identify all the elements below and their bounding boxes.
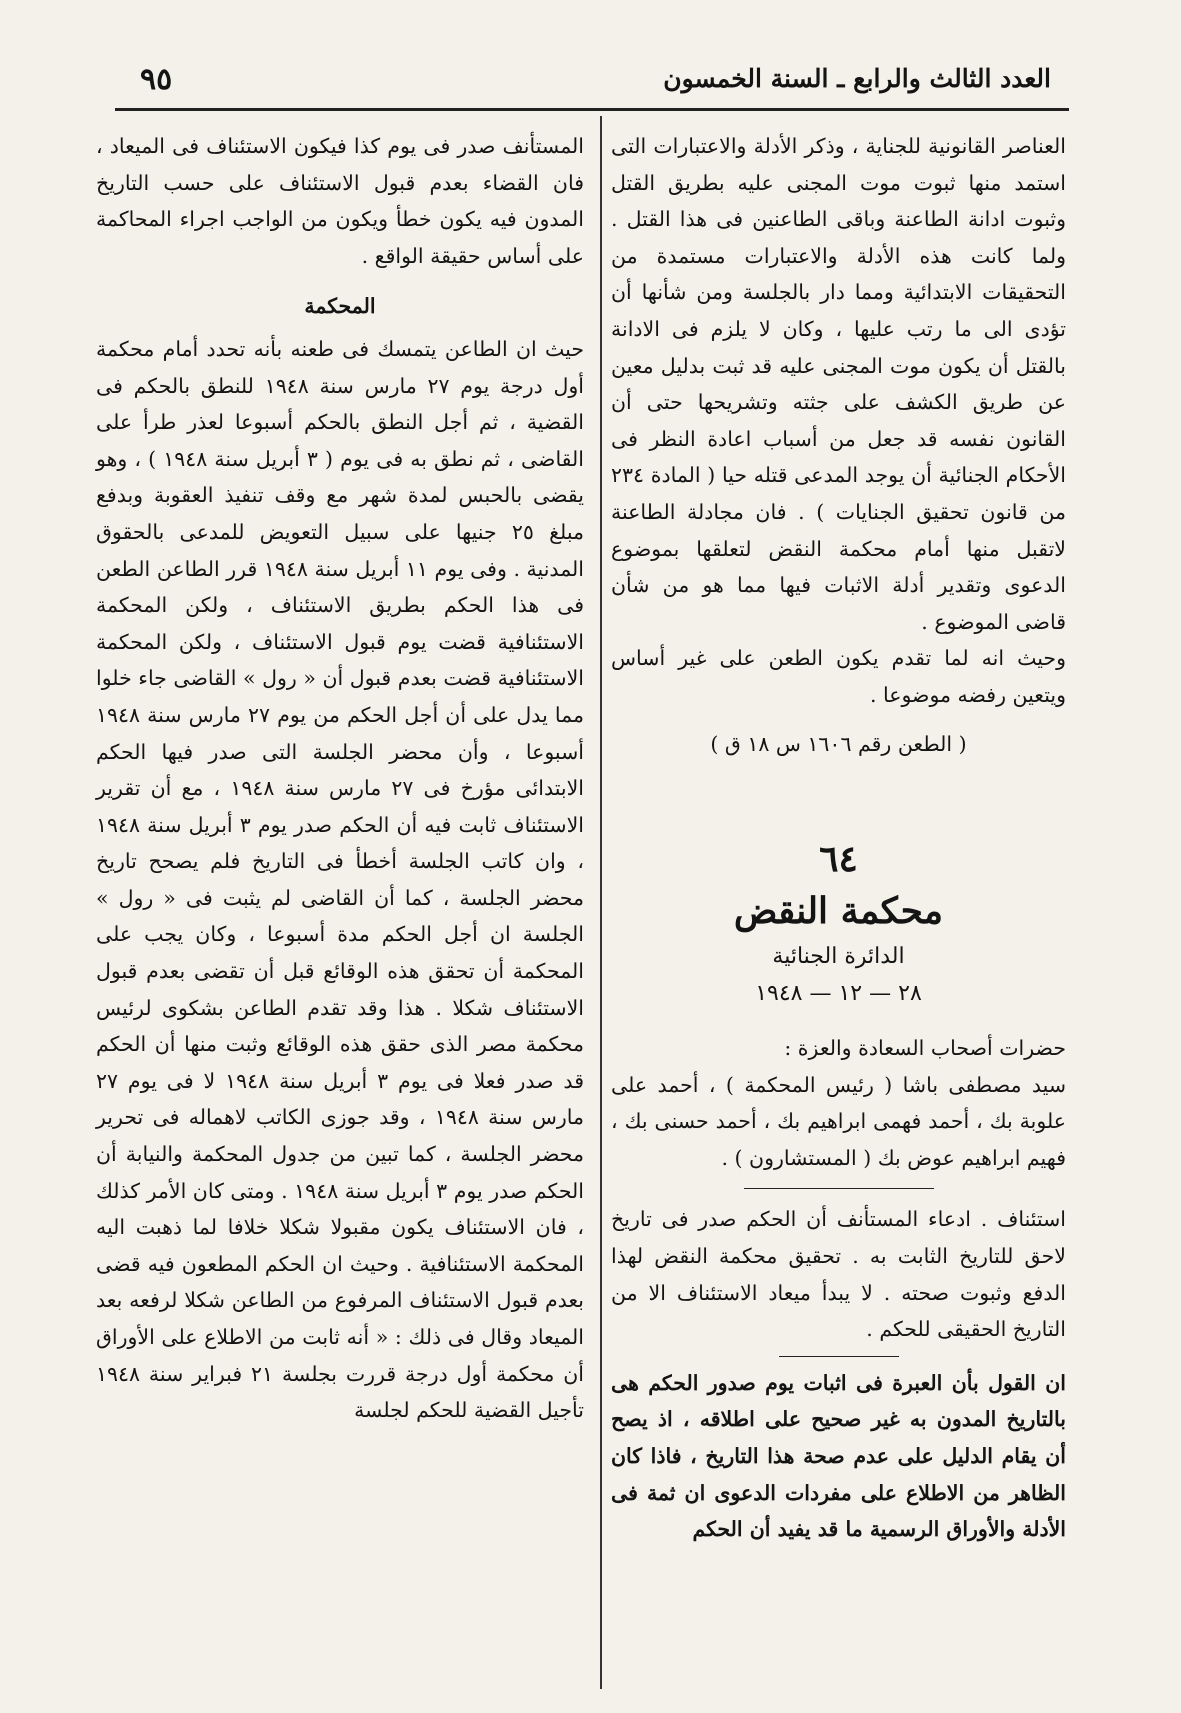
legal-principle: ان القول بأن العبرة فى اثبات يوم صدور الحكم هى بالتاريخ المدون به غير صحيح على اطلاقه ، اذ يصح أن يقام الدليل على عدم صحة هذا التاريخ ، فاذا كان الظاهر من الاطلاع على مفردات الدعوى ان ثمة فى الأدلة والأوراق الرسمية ما قد يفيد أن الحكم — [611, 1370, 1066, 1542]
session-date: ٢٨ — ١٢ — ١٩٤٨ — [755, 981, 922, 1007]
headnote: استئناف . ادعاء المستأنف أن الحكم صدر فى تاريخ لاحق للتاريخ الثابت به . تحقيق محكمة النقض لهذا الدفع وثبوت صحته . لا يبدأ ميعاد الاستئناف الا من التاريخ الحقيقى للحكم . — [611, 1207, 1066, 1342]
page-header — [120, 60, 1061, 104]
section-title: المحكمة — [304, 294, 376, 319]
judges-panel: سيد مصطفى باشا ( رئيس المحكمة ) ، أحمد على علوبة بك ، أحمد فهمى ابراهيم بك ، أحمد حسنى بك ، فهيم ابراهيم عوض بك ( المستشارون ) . — [611, 1072, 1066, 1170]
header-rule — [115, 108, 1069, 111]
left-column — [96, 128, 584, 1429]
separator-rule — [779, 1356, 899, 1357]
right-column — [611, 128, 1066, 1548]
running-title: العدد الثالث والرابع ـ السنة الخمسون — [663, 64, 1051, 93]
case-number: ٦٤ — [819, 838, 858, 881]
intro-paragraph: المستأنف صدر فى يوم كذا فيكون الاستئناف فى الميعاد ، فان القضاء بعدم قبول الاستئناف على حسب التاريخ المدون فيه يكون خطأ ويكون من الواجب اجراء المحاكمة على أساس حقيقة الواقع . — [96, 134, 584, 268]
paragraph: العناصر القانونية للجناية ، وذكر الأدلة والاعتبارات التى استمد منها ثبوت موت المجنى عليه بطريق القتل وثبوت ادانة الطاعنة وباقى الطاعنين فى هذا القتل . ولما كانت هذه الأدلة والاعتبارات مستمدة من التحقيقات الابتدائية ومما دار بالجلسة ومن شأنها أن تؤدى الى ما رتب عليها ، وكان لا يلزم فى الادانة بالقتل أن يكون موت المجنى عليه قد ثبت بدليل معين عن طريق الكشف على جثته وتشريحها حتى أن القانون نفسه قد جعل من أسباب اعادة النظر فى الأحكام الجنائية أن يوجد المدعى قتله حيا ( المادة ٢٣٤ من قانون تحقيق الجنايات ) . فان مجادلة الطاعنة لاتقبل منها أمام محكمة النقض لتعلقها بموضوع الدعوى وتقدير أدلة الاثبات فيها مما هو من شأن قاضى الموضوع . — [611, 134, 1066, 634]
body-paragraph: حيث ان الطاعن يتمسك فى طعنه بأنه تحدد أمام محكمة أول درجة يوم ٢٧ مارس سنة ١٩٤٨ للنطق بالحكم فى القضية ، ثم أجل النطق بالحكم أسبوعا لعذر طرأ على القاضى ، ثم نطق به فى يوم ( ٣ أبريل سنة ١٩٤٨ ) ، وهو يقضى بالحبس لمدة شهر مع وقف تنفيذ العقوبة وبدفع مبلغ ٢٥ جنيها على سبيل التعويض للمدعى بالحقوق المدنية . وفى يوم ١١ أبريل سنة ١٩٤٨ قرر الطاعن الطعن فى هذا الحكم بطريق الاستئناف ، ولكن المحكمة الاستئنافية قضت يوم قبول الاستئناف ، ولكن المحكمة الاستئنافية قضت بعدم قبول أن « رول » القاضى جاء خلوا مما يدل على أن أجل الحكم من يوم ٢٧ مارس سنة ١٩٤٨ أسبوعا ، وأن محضر الجلسة التى صدر فيها الحكم الابتدائى مؤرخ فى ٢٧ مارس سنة ١٩٤٨ ، مع أن تقرير الاستئناف ثابت فيه أن الحكم صدر يوم ٣ أبريل سنة ١٩٤٨ ، وان كاتب الجلسة أخطأ فى التاريخ فلم يصحح تاريخ محضر الجلسة ، كما أن القاضى لم يثبت فى « رول » الجلسة ان أجل الحكم مدة أسبوعا ، وكان يجب على المحكمة أن تحقق هذه الوقائع قبل أن تقضى بعدم قبول الاستئناف شكلا . هذا وقد تقدم الطاعن بشكوى لرئيس محكمة مصر الذى حقق هذه الوقائع وثبت منها أن الحكم قد صدر فعلا فى يوم ٣ أبريل سنة ١٩٤٨ لا فى يوم ٢٧ مارس سنة ١٩٤٨ ، وقد جوزى الكاتب لاهماله فى تحرير محضر الجلسة ، كما تبين من جدول المحكمة والنيابة أن الحكم صدر يوم ٣ أبريل سنة ١٩٤٨ . ومتى كان الأمر كذلك ، فان الاستئناف يكون مقبولا شكلا خلافا لما ذهبت اليه المحكمة الاستئنافية . وحيث ان الحكم المطعون فيه قضى بعدم قبول الاستئناف المرفوع من الطاعن شكلا لرفعه بعد الميعاد وقال فى ذلك : « أنه ثابت من الاطلاع على الأوراق أن محكمة أول درجة قررت بجلسة ٢١ فبراير سنة ١٩٤٨ تأجيل القضية للحكم لجلسة — [96, 336, 584, 1423]
presence-intro: حضرات أصحاب السعادة والعزة : — [784, 1036, 1066, 1061]
column-divider — [600, 116, 602, 1689]
page-number: ٩٥ — [140, 62, 173, 97]
case-reference: ( الطعن رقم ١٦٠٦ س ١٨ ق ) — [710, 731, 967, 756]
court-name: محكمة النقض — [733, 890, 944, 933]
paragraph: وحيث انه لما تقدم يكون الطعن على غير أساس ويتعين رفضه موضوعا . — [611, 646, 1066, 707]
separator-rule — [744, 1188, 934, 1189]
circuit-name: الدائرة الجنائية — [772, 944, 905, 970]
